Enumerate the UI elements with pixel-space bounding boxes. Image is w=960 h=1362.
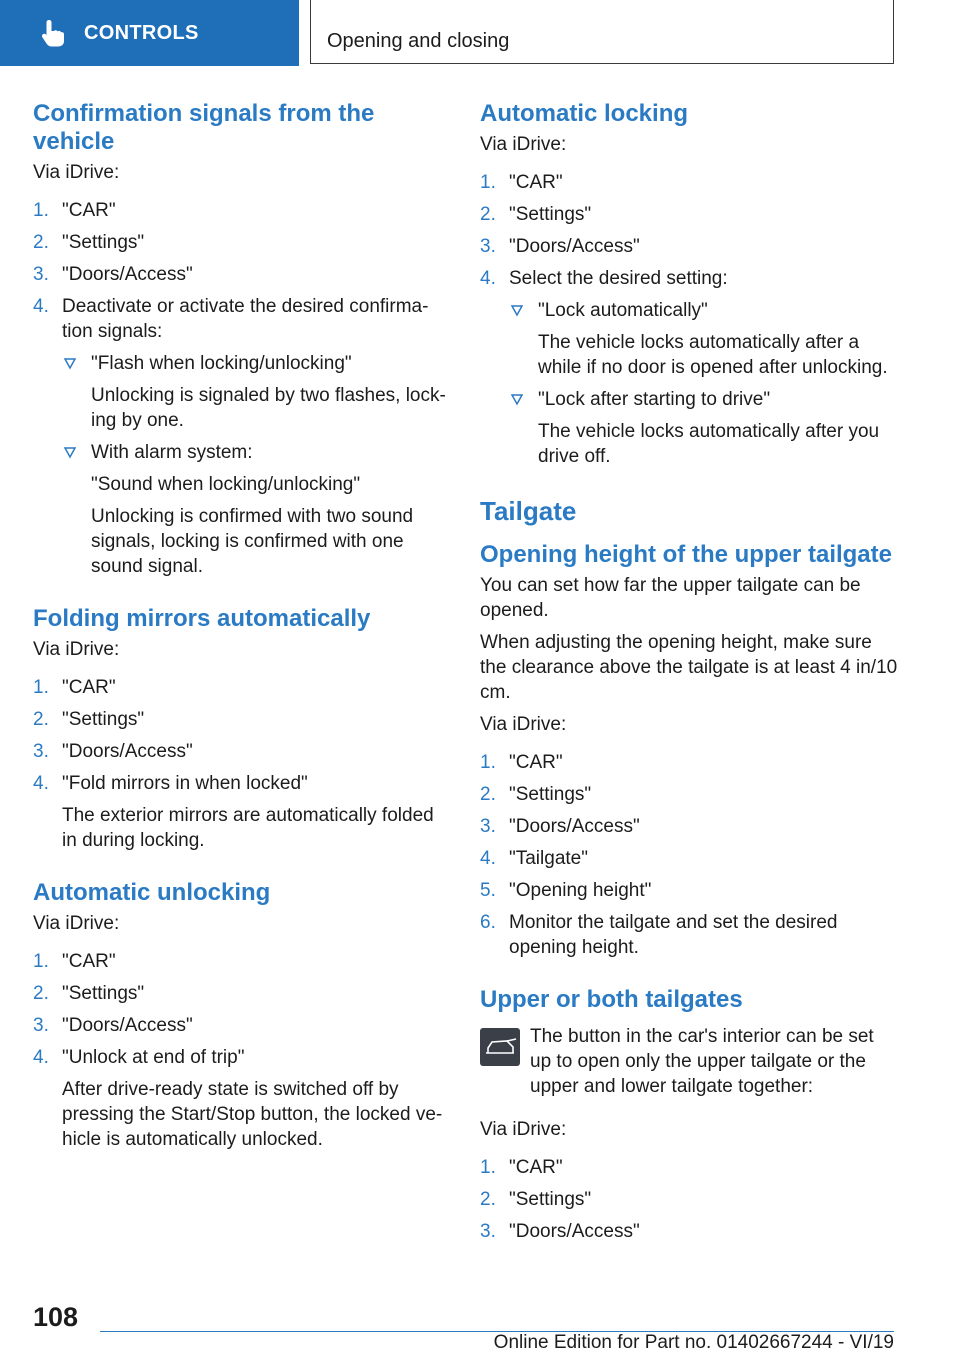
confirmation-signals-section <box>33 100 451 579</box>
step-text: "Settings" <box>509 204 592 225</box>
step-number: 4. <box>480 268 496 289</box>
section-heading: Automatic unlocking <box>33 879 271 906</box>
step-number: 6. <box>480 912 496 933</box>
option-description: Unlocking is signaled by two flashes, locking by one. <box>91 385 446 431</box>
step-number: 3. <box>33 264 49 285</box>
step-number: 2. <box>480 204 496 225</box>
right-column <box>480 100 900 1251</box>
intro-text: Via iDrive: <box>480 134 567 155</box>
page-number: 108 <box>33 1302 79 1332</box>
option-label: "Flash when locking/unlocking" <box>91 353 352 374</box>
step-text: "CAR" <box>62 951 116 972</box>
list-item <box>33 1045 451 1152</box>
step-number: 1. <box>33 951 49 972</box>
step-text: "CAR" <box>62 200 116 221</box>
edition-text: Online Edition for Part no. 01402667244 - VI/19 <box>493 1332 894 1353</box>
option-description: Unlocking is confirmed with two sound signals, locking is confirmed with one sound signal. <box>91 506 414 577</box>
step-text: "Doors/Access" <box>62 1015 193 1036</box>
automatic-locking-section <box>480 100 900 469</box>
intro-text: Via iDrive: <box>480 1119 567 1140</box>
steps-list <box>480 750 900 960</box>
step-number: 3. <box>33 1015 49 1036</box>
options-list <box>62 351 451 579</box>
list-item <box>480 814 900 839</box>
step-number: 3. <box>480 1221 496 1242</box>
section-heading: Upper or both tailgates <box>480 986 743 1013</box>
triangle-bullet-icon <box>511 394 523 406</box>
steps-list <box>33 198 451 579</box>
option-label: "Lock automatically" <box>538 300 708 321</box>
step-number: 4. <box>33 296 49 317</box>
step-text: "Doors/Access" <box>62 264 193 285</box>
left-column <box>33 100 451 1178</box>
section-heading: Automatic locking <box>480 100 689 127</box>
step-number: 2. <box>33 709 49 730</box>
option-description: The vehicle locks automatically after a while if no door is opened after unlocking. <box>538 332 888 378</box>
triangle-bullet-icon <box>64 447 76 459</box>
step-number: 1. <box>480 172 496 193</box>
chapter-heading: Tailgate <box>480 496 577 526</box>
steps-list <box>480 170 900 469</box>
step-number: 1. <box>480 1157 496 1178</box>
list-item <box>33 230 451 255</box>
section-heading: Opening height of the upper tailgate <box>480 541 892 568</box>
section-heading: Folding mirrors automatically <box>33 605 371 632</box>
list-item <box>480 1155 900 1180</box>
step-text: "Opening height" <box>509 880 652 901</box>
step-number: 3. <box>480 236 496 257</box>
step-text: "Doors/Access" <box>509 1221 640 1242</box>
step-text: "Fold mirrors in when locked" <box>62 773 308 794</box>
chapter-title: Opening and closing <box>327 30 510 52</box>
intro-text: Via iDrive: <box>480 714 567 735</box>
list-item <box>480 234 900 259</box>
step-number: 3. <box>480 816 496 837</box>
page-footer <box>0 1290 960 1362</box>
list-item <box>480 782 900 807</box>
list-item <box>33 739 451 764</box>
step-number: 3. <box>33 741 49 762</box>
intro-text: Via iDrive: <box>33 162 120 183</box>
step-text: "Doors/Access" <box>62 741 193 762</box>
list-item <box>480 878 900 903</box>
option-item <box>509 298 900 380</box>
intro-text: Via iDrive: <box>33 913 120 934</box>
list-item <box>33 675 451 700</box>
step-text: "Doors/Access" <box>509 236 640 257</box>
step-number: 1. <box>480 752 496 773</box>
paragraph: You can set how far the upper tailgate can be opened. <box>480 575 861 621</box>
option-label: "Lock after starting to drive" <box>538 389 771 410</box>
triangle-bullet-icon <box>64 358 76 370</box>
folding-mirrors-section <box>33 605 451 853</box>
list-item <box>33 262 451 287</box>
step-text: "Unlock at end of trip" <box>62 1047 245 1068</box>
options-list <box>509 298 900 469</box>
list-item <box>480 170 900 195</box>
section-heading: Confirmation signals from the vehicle <box>33 100 375 155</box>
option-item <box>62 351 451 433</box>
step-text: Select the desired setting: <box>509 268 728 289</box>
paragraph: When adjusting the opening height, make sure the clearance above the tailgate is at least 4 in/10 cm. <box>480 632 898 703</box>
step-note: The exterior mirrors are automatically folded in during locking. <box>62 805 434 851</box>
steps-list <box>33 949 451 1152</box>
step-text: "Settings" <box>62 232 145 253</box>
step-text: "Settings" <box>509 784 592 805</box>
step-text: "Settings" <box>62 983 145 1004</box>
list-item <box>480 266 900 469</box>
page-header <box>0 0 960 66</box>
opening-height-section <box>480 541 900 960</box>
step-text: "Doors/Access" <box>509 816 640 837</box>
list-item <box>33 294 451 579</box>
step-number: 4. <box>480 848 496 869</box>
step-text: "Tailgate" <box>509 848 588 869</box>
tailgate-section <box>480 495 900 1244</box>
step-text: "Settings" <box>509 1189 592 1210</box>
step-number: 4. <box>33 773 49 794</box>
step-text: "CAR" <box>509 752 563 773</box>
list-item <box>480 1187 900 1212</box>
step-text: Deactivate or activate the desired confirmation signals: <box>62 296 429 342</box>
step-number: 2. <box>33 232 49 253</box>
list-item <box>480 202 900 227</box>
car-tailgate-icon <box>480 1028 520 1066</box>
step-text: "CAR" <box>509 172 563 193</box>
step-text: "CAR" <box>62 677 116 698</box>
step-number: 2. <box>480 784 496 805</box>
step-number: 2. <box>480 1189 496 1210</box>
option-item <box>62 440 451 579</box>
list-item <box>33 771 451 853</box>
intro-text: Via iDrive: <box>33 639 120 660</box>
steps-list <box>480 1155 900 1244</box>
paragraph: The button in the car's interior can be set up to open only the upper tailgate or the upper and lower tailgate together: <box>530 1026 874 1097</box>
list-item <box>480 846 900 871</box>
step-text: Monitor the tailgate and set the desired opening height. <box>509 912 838 958</box>
list-item <box>480 1219 900 1244</box>
step-text: "Settings" <box>62 709 145 730</box>
option-item <box>509 387 900 469</box>
chapter-header-box <box>310 0 894 64</box>
step-number: 5. <box>480 880 496 901</box>
option-sublabel: "Sound when locking/unlocking" <box>91 474 361 495</box>
step-number: 1. <box>33 677 49 698</box>
upper-or-both-section <box>480 986 900 1244</box>
step-text: "CAR" <box>509 1157 563 1178</box>
option-label: With alarm system: <box>91 442 253 463</box>
hand-pointer-icon <box>40 18 66 48</box>
list-item <box>33 981 451 1006</box>
step-number: 1. <box>33 200 49 221</box>
list-item <box>33 707 451 732</box>
step-number: 4. <box>33 1047 49 1068</box>
step-number: 2. <box>33 983 49 1004</box>
automatic-unlocking-section <box>33 879 451 1152</box>
steps-list <box>33 675 451 853</box>
section-tab <box>0 0 299 66</box>
list-item <box>33 1013 451 1038</box>
step-note: After drive-ready state is switched off by pressing the Start/Stop button, the locked vehicle is automatically unlocked. <box>62 1079 443 1150</box>
triangle-bullet-icon <box>511 305 523 317</box>
list-item <box>480 750 900 775</box>
option-description: The vehicle locks automatically after you drive off. <box>538 421 880 467</box>
icon-paragraph <box>480 1024 900 1099</box>
list-item <box>480 910 900 960</box>
list-item <box>33 949 451 974</box>
section-label: CONTROLS <box>84 21 199 44</box>
list-item <box>33 198 451 223</box>
